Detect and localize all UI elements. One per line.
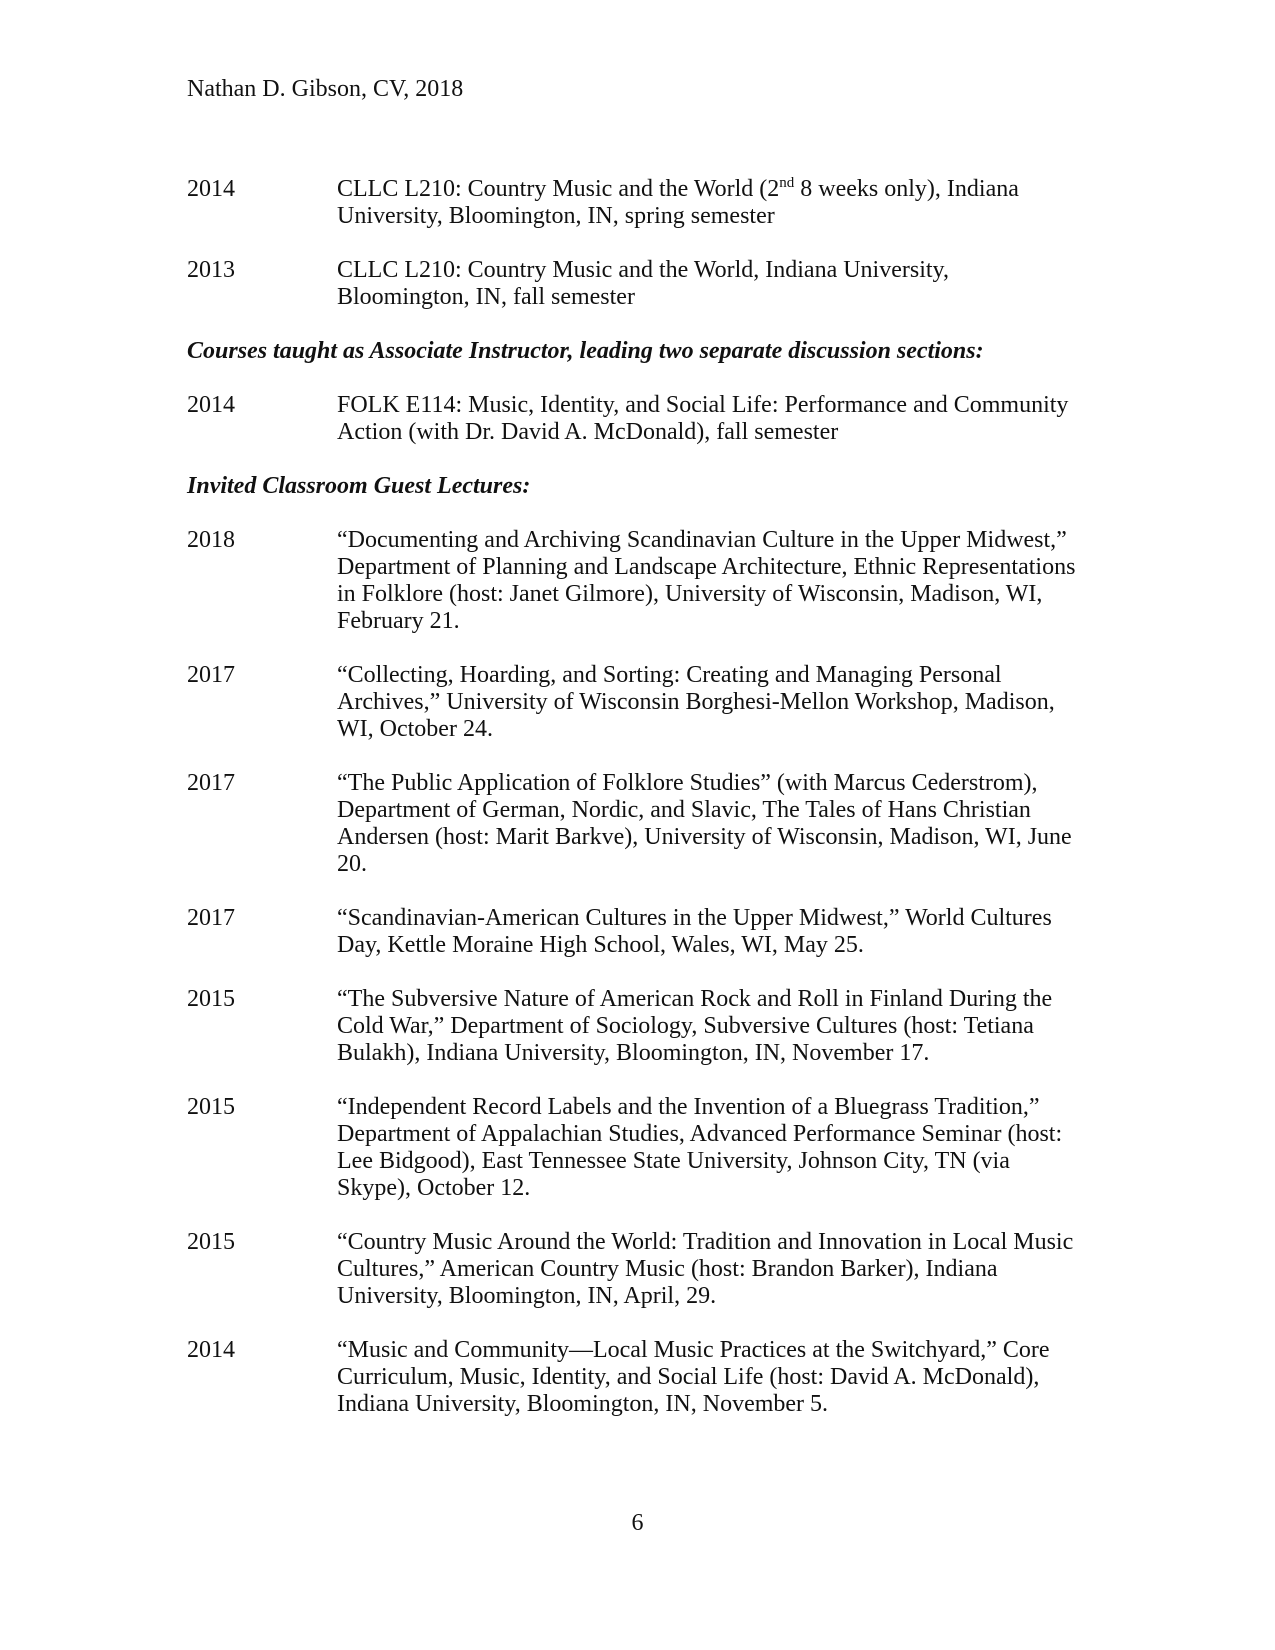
- section-heading-associate-instructor: Courses taught as Associate Instructor, leading two separate discussion sections:: [187, 338, 984, 364]
- ordinal-superscript: nd: [779, 175, 795, 191]
- entry-description: “Music and Community—Local Music Practices at the Switchyard,” Core Curriculum, Music, Identity, and Social Life (host: David A. McDonald), Indiana University, Bloomington, IN, November 5.: [337, 1337, 1050, 1417]
- entry-description: “Scandinavian-American Cultures in the Upper Midwest,” World Cultures Day, Kettle Moraine High School, Wales, WI, May 25.: [337, 905, 1052, 958]
- section-heading-guest-lectures: Invited Classroom Guest Lectures:: [187, 473, 531, 499]
- entry-year: 2018: [187, 527, 235, 553]
- entry-year: 2015: [187, 1094, 235, 1120]
- entry-description: “The Subversive Nature of American Rock and Roll in Finland During the Cold War,” Department of Sociology, Subversive Cultures (host: Tetiana Bulakh), Indiana University, Bloomington, IN, November 17.: [337, 986, 1053, 1066]
- page-number: 6: [631, 1510, 644, 1536]
- entry-description: “Collecting, Hoarding, and Sorting: Creating and Managing Personal Archives,” University of Wisconsin Borghesi-Mellon Workshop, Madison, WI, October 24.: [337, 662, 1055, 742]
- running-header: Nathan D. Gibson, CV, 2018: [187, 76, 464, 102]
- guest-lecture-entry: [187, 527, 1087, 635]
- entry-description-part: CLLC L210: Country Music and the World (2: [337, 176, 780, 202]
- guest-lecture-entry: [187, 1337, 1087, 1418]
- entry-description: FOLK E114: Music, Identity, and Social Life: Performance and Community Action (with Dr. David A. McDonald), fall semester: [337, 392, 1069, 445]
- guest-lecture-entry: [187, 1229, 1087, 1310]
- entry-year: 2014: [187, 1337, 235, 1363]
- guest-lecture-entry: [187, 770, 1087, 878]
- guest-lecture-entry: [187, 905, 1087, 959]
- guest-lecture-entry: [187, 986, 1087, 1067]
- entry-year: 2017: [187, 662, 235, 688]
- entry-description: “The Public Application of Folklore Studies” (with Marcus Cederstrom), Department of German, Nordic, and Slavic, The Tales of Hans Christian Andersen (host: Marit Barkve), University of Wisconsin, Madison, WI, June 20.: [337, 770, 1072, 877]
- associate-instructor-entry: [187, 392, 1087, 446]
- entry-year: 2014: [187, 392, 235, 418]
- entry-year: 2017: [187, 905, 235, 931]
- entry-description: “Independent Record Labels and the Invention of a Bluegrass Tradition,” Department of Appalachian Studies, Advanced Performance Seminar (host: Lee Bidgood), East Tennessee State University, Johnson City, TN (via Skype), October 12.: [337, 1094, 1063, 1201]
- entry-year: 2015: [187, 986, 235, 1012]
- guest-lecture-entry: [187, 662, 1087, 743]
- entry-year: 2017: [187, 770, 235, 796]
- entry-year: 2013: [187, 257, 235, 283]
- guest-lecture-entry: [187, 1094, 1087, 1202]
- teaching-entry: [187, 257, 1087, 311]
- entry-year: 2015: [187, 1229, 235, 1255]
- entry-description: [337, 176, 1077, 230]
- entry-year: 2014: [187, 176, 235, 202]
- page-content: [187, 176, 1087, 1445]
- entry-description: “Documenting and Archiving Scandinavian Culture in the Upper Midwest,” Department of Planning and Landscape Architecture, Ethnic Representations in Folklore (host: Janet Gilmore), University of Wisconsin, Madison, WI, February 21.: [337, 527, 1076, 634]
- teaching-entry: [187, 176, 1087, 230]
- entry-description: CLLC L210: Country Music and the World, Indiana University, Bloomington, IN, fall semester: [337, 257, 949, 310]
- entry-description-part: 8 weeks only), Indiana University, Bloomington, IN, spring semester: [337, 176, 1019, 229]
- entry-description: “Country Music Around the World: Tradition and Innovation in Local Music Cultures,” American Country Music (host: Brandon Barker), Indiana University, Bloomington, IN, April, 29.: [337, 1229, 1074, 1309]
